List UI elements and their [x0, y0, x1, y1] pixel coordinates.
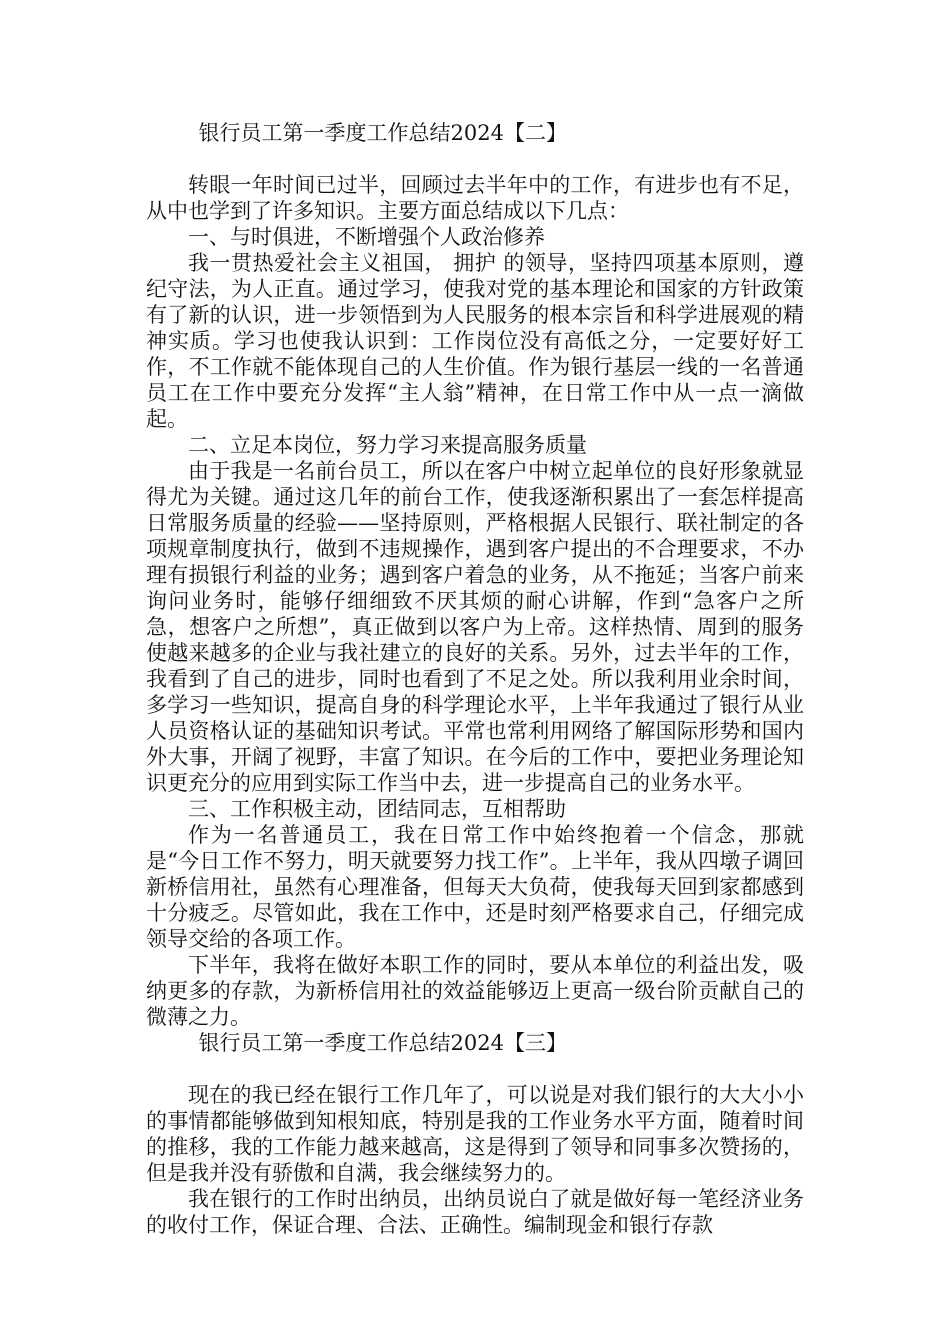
paragraph: 我一贯热爱社会主义祖国， 拥护 的领导，坚持四项基本原则，遵纪守法，为人正直。通过学习，使我对党的基本理论和国家的方针政策有了新的认识，进一步领悟到为人民服务的根本宗旨和科学进展观的精神实质。学习也使我认识到：工作岗位没有高低之分，一定要好好工作，不工作就不能体现自己的人生价值。作为银行基层一线的一名普通员工在工作中要充分发挥“主人翁”精神，在日常工作中从一点一滴做起。: [146, 251, 804, 431]
section-title-2: 银行员工第一季度工作总结2024【二】: [198, 121, 567, 145]
paragraph: 由于我是一名前台员工，所以在客户中树立起单位的良好形象就显得尤为关键。通过这几年的前台工作，使我逐渐积累出了一套怎样提高日常服务质量的经验——坚持原则，严格根据人民银行、联社制定的各项规章制度执行，做到不违规操作，遇到客户提出的不合理要求，不办理有损银行利益的业务；遇到客户着急的业务，从不拖延；当客户前来询问业务时，能够仔细细致不厌其烦的耐心讲解，作到“急客户之所急，想客户之所想”，真正做到以客户为上帝。这样热情、周到的服务使越来越多的企业与我社建立的良好的关系。另外，过去半年的工作，我看到了自己的进步，同时也看到了不足之处。所以我利用业余时间，多学习一些知识，提高自身的科学理论水平，上半年我通过了银行从业人员资格认证的基础知识考试。平常也常利用网络了解国际形势和国内外大事，开阔了视野，丰富了知识。在今后的工作中，要把业务理论知识更充分的应用到实际工作当中去，进一步提高自己的业务水平。: [146, 459, 804, 795]
blank-line: [146, 1056, 804, 1082]
blank-line: [146, 146, 804, 172]
paragraph: 转眼一年时间已过半，回顾过去半年中的工作，有进步也有不足，从中也学到了许多知识。主要方面总结成以下几点：: [146, 173, 804, 223]
paragraph: 现在的我已经在银行工作几年了，可以说是对我们银行的大大小小的事情都能够做到知根知底，特别是我的工作业务水平方面，随着时间的推移，我的工作能力越来越高，这是得到了领导和同事多次赞扬的，但是我并没有骄傲和自满，我会继续努力的。: [146, 1083, 804, 1185]
subheading: 二、立足本岗位，努力学习来提高服务质量: [188, 433, 587, 457]
section-title-3: 银行员工第一季度工作总结2024【三】: [198, 1031, 567, 1055]
document-body: [146, 120, 804, 1238]
subheading: 一、与时俱进，不断增强个人政治修养: [188, 225, 545, 249]
paragraph: 作为一名普通员工，我在日常工作中始终抱着一个信念，那就是“今日工作不努力，明天就要努力找工作”。上半年，我从四墩子调回新桥信用社，虽然有心理准备，但每天大负荷，使我每天回到家都感到十分疲乏。尽管如此，我在工作中，还是时刻严格要求自己，仔细完成领导交给的各项工作。: [146, 823, 804, 951]
subheading: 三、工作积极主动，团结同志，互相帮助: [188, 797, 566, 821]
paragraph: 我在银行的工作时出纳员，出纳员说白了就是做好每一笔经济业务的收付工作，保证合理、合法、正确性。编制现金和银行存款: [146, 1187, 804, 1237]
paragraph: 下半年，我将在做好本职工作的同时，要从本单位的利益出发，吸纳更多的存款，为新桥信用社的效益能够迈上更高一级台阶贡献自己的微薄之力。: [146, 953, 804, 1029]
